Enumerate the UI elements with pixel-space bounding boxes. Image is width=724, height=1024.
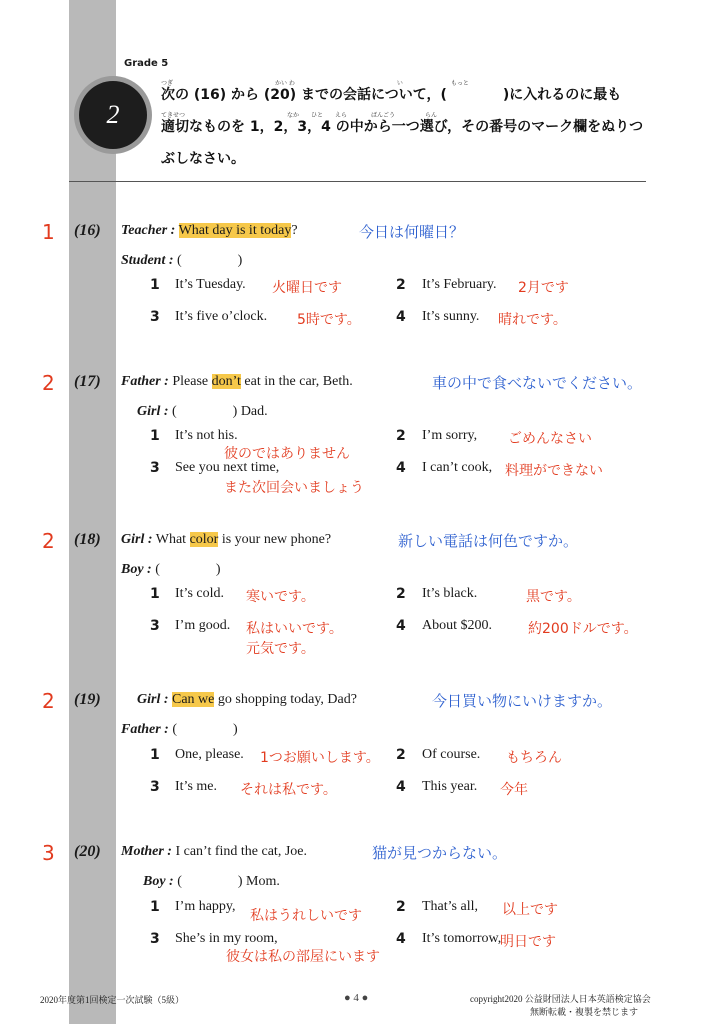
option-text[interactable]: It’s tomorrow, <box>422 931 502 946</box>
question-number: (20) <box>74 843 101 860</box>
answer-mark: 1 <box>42 220 55 244</box>
footer-copyright: copyright2020 公益財団法人日本英語検定協会 <box>470 994 651 1004</box>
option-text[interactable]: It’s sunny. <box>422 309 480 324</box>
speaker-label: Boy : <box>143 874 174 889</box>
blank-response: ( ) Mom. <box>177 874 280 889</box>
option-translation: 黒です。 <box>526 589 581 605</box>
option-text[interactable]: I can’t cook, <box>422 460 493 475</box>
option-translation: 約200ドルです。 <box>528 621 638 637</box>
speaker-label: Girl : <box>121 532 153 547</box>
option-translation: また次回会いましょう <box>224 480 364 496</box>
dialogue-line-2 <box>143 870 280 890</box>
option-translation: 寒いです。 <box>246 589 315 605</box>
blank-response: ( ) <box>172 722 238 737</box>
sentence-text-end: is your new phone? <box>218 532 332 547</box>
grade-label: Grade 5 <box>124 58 169 69</box>
option-translation: もちろん <box>506 750 562 766</box>
page-number: ● 4 ● <box>344 992 369 1004</box>
option-translation: ごめんなさい <box>508 431 592 447</box>
speaker-label: Student : <box>121 253 174 268</box>
instruction-line-3: ぶしなさい。 <box>161 151 245 167</box>
option-number: 4 <box>396 931 406 947</box>
option-translation: 1つお願いします。 <box>260 750 380 766</box>
answer-mark: 3 <box>42 841 55 865</box>
speaker-label: Father : <box>121 722 169 737</box>
sentence-text: What <box>155 532 190 547</box>
dialogue-line-2 <box>121 558 221 578</box>
highlighted-phrase: don’t <box>211 374 241 389</box>
option-number: 4 <box>396 309 406 325</box>
option-text[interactable]: It’s cold. <box>175 586 224 601</box>
option-translation: それは私です。 <box>240 782 337 798</box>
option-translation-2: 元気です。 <box>246 641 315 657</box>
option-number: 2 <box>396 899 406 915</box>
japanese-translation: 新しい電話は何色ですか。 <box>398 532 579 550</box>
option-number: 3 <box>150 460 160 476</box>
sentence-text: I can’t find the cat, Joe. <box>175 844 307 859</box>
option-translation: 以上です <box>502 902 558 918</box>
sentence-text: Please <box>172 374 212 389</box>
option-translation: 今年 <box>500 782 528 798</box>
option-translation: 彼のではありません <box>224 446 350 462</box>
left-margin-bar <box>69 0 116 1024</box>
option-number: 4 <box>396 618 406 634</box>
option-text[interactable]: It’s not his. <box>175 428 238 443</box>
option-number: 3 <box>150 931 160 947</box>
japanese-translation: 今日買い物にいけますか。 <box>432 692 613 710</box>
speaker-label: Boy : <box>121 562 152 577</box>
highlighted-phrase: color <box>189 532 219 547</box>
instruction-ruby-1: つぎ かい わ い もっと <box>161 80 469 87</box>
option-text[interactable]: It’s black. <box>422 586 478 601</box>
option-text[interactable]: I’m happy, <box>175 899 236 914</box>
option-text[interactable]: It’s Tuesday. <box>175 277 246 292</box>
option-translation: 私はいいです。 <box>246 621 343 637</box>
option-number: 4 <box>396 779 406 795</box>
question-number: (18) <box>74 531 101 548</box>
option-text[interactable]: It’s February. <box>422 277 497 292</box>
dialogue-line-2 <box>137 400 268 420</box>
option-number: 1 <box>150 428 160 444</box>
instruction-ruby-2: てきせつ なか ひと えら ばんごう らん <box>161 112 438 119</box>
footer-notice: 無断転載・複製を禁じます <box>530 1007 639 1017</box>
option-number: 4 <box>396 460 406 476</box>
option-translation: 5時です。 <box>297 312 361 328</box>
instruction-line-2: 適切なものを 1，2，3，4 の中から一つ選び，その番号のマーク欄をぬりつ <box>161 119 644 135</box>
highlighted-phrase: What day is it today <box>178 223 292 238</box>
option-text[interactable]: It’s five o’clock. <box>175 309 268 324</box>
sentence-text-end: go shopping today, Dad? <box>214 692 357 707</box>
option-number: 1 <box>150 277 160 293</box>
speaker-label: Girl : <box>137 404 169 419</box>
sentence-text-end: eat in the car, Beth. <box>240 374 353 389</box>
speaker-label: Girl : <box>137 692 169 707</box>
option-translation: 私はうれしいです <box>250 908 362 924</box>
option-text[interactable]: Of course. <box>422 747 481 762</box>
answer-mark: 2 <box>42 371 55 395</box>
dialogue-line-1 <box>121 532 331 548</box>
option-number: 2 <box>396 586 406 602</box>
option-text[interactable]: That’s all, <box>422 899 478 914</box>
option-translation: 料理ができない <box>505 463 603 479</box>
answer-mark: 2 <box>42 529 55 553</box>
dialogue-line-2 <box>121 718 238 738</box>
highlighted-phrase: Can we <box>172 692 215 707</box>
section-number-badge: 2 <box>79 81 147 149</box>
option-text[interactable]: This year. <box>422 779 478 794</box>
option-text[interactable]: She’s in my room, <box>175 931 278 946</box>
blank-response: ( ) Dad. <box>172 404 268 419</box>
option-translation: 火曜日です <box>272 280 342 296</box>
question-number: (17) <box>74 373 101 390</box>
header-divider <box>69 181 646 182</box>
option-translation: 明日です <box>500 934 556 950</box>
question-number: (16) <box>74 222 101 239</box>
option-number: 1 <box>150 586 160 602</box>
speaker-label: Father : <box>121 374 169 389</box>
option-number: 2 <box>396 747 406 763</box>
option-number: 3 <box>150 309 160 325</box>
option-translation: 晴れです。 <box>498 312 567 328</box>
japanese-translation: 車の中で食べないでください。 <box>432 374 643 392</box>
option-text[interactable]: One, please. <box>175 747 244 762</box>
option-number: 3 <box>150 618 160 634</box>
dialogue-line-1 <box>121 844 307 860</box>
japanese-translation: 猫が見つからない。 <box>372 844 508 862</box>
speaker-label: Mother : <box>121 844 172 859</box>
option-number: 1 <box>150 899 160 915</box>
answer-mark: 2 <box>42 689 55 713</box>
speaker-label: Teacher : <box>121 223 176 238</box>
blank-response: ( ) <box>177 253 243 268</box>
option-text[interactable]: About $200. <box>422 618 492 633</box>
footer-exam-label: 2020年度第1回検定一次試験（5級） <box>40 995 185 1005</box>
option-text[interactable]: It’s me. <box>175 779 217 794</box>
option-text[interactable]: I’m good. <box>175 618 231 633</box>
dialogue-line-1 <box>121 374 353 390</box>
blank-response: ( ) <box>155 562 221 577</box>
dialogue-line-1 <box>121 223 298 239</box>
dialogue-line-2 <box>121 249 242 269</box>
option-text[interactable]: I’m sorry, <box>422 428 478 443</box>
dialogue-line-1 <box>137 692 357 708</box>
question-number: (19) <box>74 691 101 708</box>
option-translation: 彼女は私の部屋にいます <box>226 949 380 965</box>
option-translation: 2月です <box>518 280 569 296</box>
option-text[interactable]: See you next time, <box>175 460 280 475</box>
option-number: 1 <box>150 747 160 763</box>
sentence-text-end: ? <box>291 223 298 238</box>
instruction-line-1: 次の (16) から (20) までの会話について，( )に入れるのに最も <box>161 87 622 103</box>
option-number: 2 <box>396 428 406 444</box>
option-number: 3 <box>150 779 160 795</box>
japanese-translation: 今日は何曜日？ <box>359 223 465 241</box>
option-number: 2 <box>396 277 406 293</box>
